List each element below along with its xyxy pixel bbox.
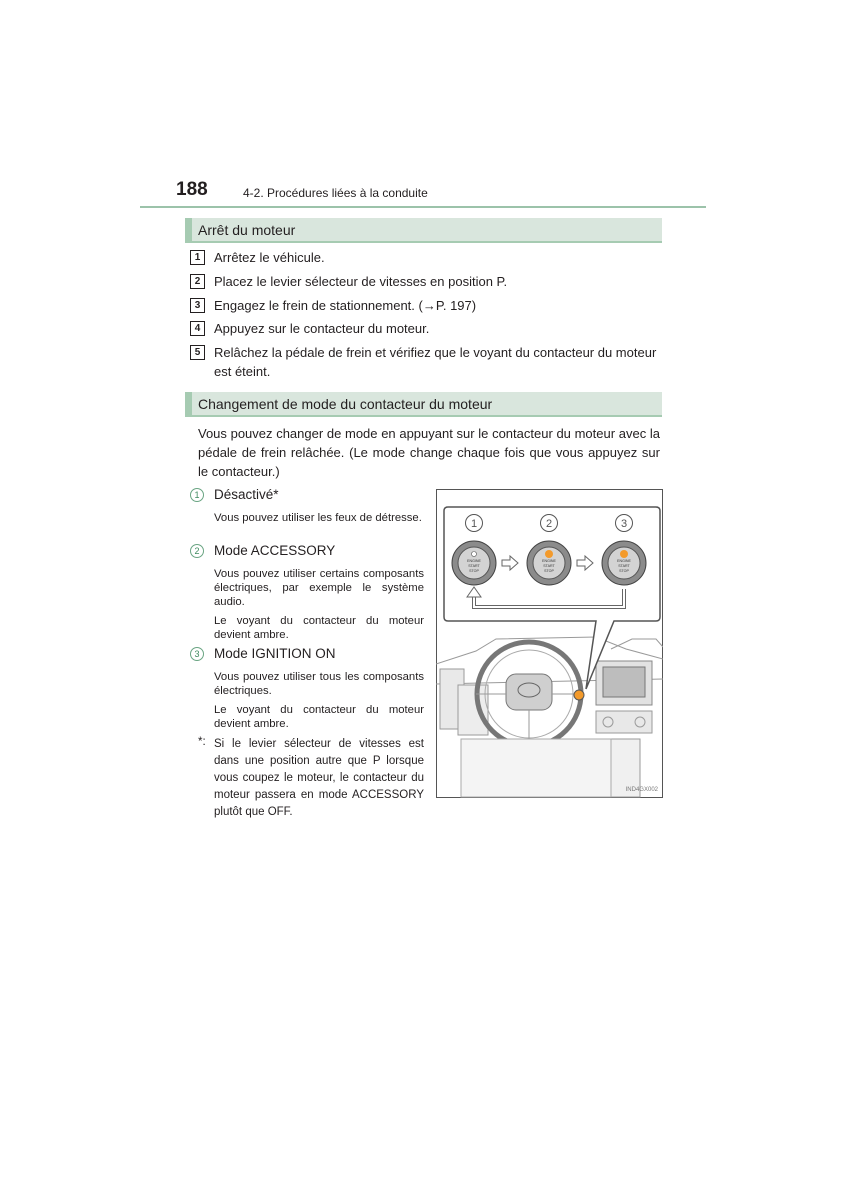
step-number: 3 [190, 298, 205, 313]
page-number: 188 [176, 179, 208, 200]
engine-switch-off [452, 541, 496, 585]
engine-switch-illustration [436, 489, 663, 798]
footnote-text: Si le levier sélecteur de vitesses est dans une position autre que P lorsque vous coupez le moteur, le contacteur du moteur passera en mode ACCESSORY plutôt que OFF. [214, 738, 424, 818]
mode-description: Vous pouvez utiliser les feux de détresse. [214, 512, 422, 524]
mode-number-icon: 3 [190, 647, 204, 661]
step-text: Arrêtez le véhicule. [214, 250, 325, 265]
svg-text:STOP: STOP [619, 569, 629, 573]
step-item [190, 343, 662, 383]
step-text: Placez le levier sélecteur de vitesses en position P. [214, 274, 508, 289]
svg-text:3: 3 [620, 518, 628, 530]
svg-text:ENGINE: ENGINE [467, 559, 481, 563]
engine-switch-ignition-on [602, 541, 646, 585]
header-rule [140, 206, 706, 208]
step-number: 4 [190, 321, 205, 336]
step-number: 1 [190, 250, 205, 265]
engine-switch-accessory [527, 541, 571, 585]
footnote-mark: *: [198, 736, 206, 748]
button-label-1 [466, 515, 483, 532]
mode-title: Mode ACCESSORY [214, 543, 336, 558]
step-item [190, 248, 662, 268]
mode-number-icon: 1 [190, 488, 204, 502]
step-number: 2 [190, 274, 205, 289]
svg-text:STOP: STOP [544, 569, 554, 573]
section-heading-mode-change: Changement de mode du contacteur du moteur [185, 392, 662, 417]
step-text: Appuyez sur le contacteur du moteur. [214, 321, 430, 336]
mode-description: Vous pouvez utiliser tous les composants électriques. [214, 671, 424, 697]
section-heading-engine-stop: Arrêt du moteur [185, 218, 662, 243]
step-number: 5 [190, 345, 205, 360]
svg-text:START: START [468, 564, 480, 568]
step-text: Engagez le frein de stationnement. (→P. 197) [214, 298, 477, 313]
mode-description: Vous pouvez utiliser certains composants électriques, par exemple le système audio. [214, 568, 424, 608]
svg-text:1: 1 [470, 518, 478, 530]
intro-paragraph: Vous pouvez changer de mode en appuyant sur le contacteur du moteur avec la pédale de frein relâchée. (Le mode change chaque fois que vous appuyez sur le contacteur.) [198, 426, 660, 479]
button-label-3 [616, 515, 633, 532]
engine-switch-location-icon [574, 690, 584, 700]
chapter-title: 4-2. Procédures liées à la conduite [243, 186, 428, 200]
svg-text:ENGINE: ENGINE [542, 559, 556, 563]
button-label-2 [541, 515, 558, 532]
svg-text:START: START [543, 564, 555, 568]
mode-description: Le voyant du contacteur du moteur devient ambre. [214, 704, 424, 730]
mode-number-icon: 2 [190, 544, 204, 558]
mode-title: Mode IGNITION ON [214, 646, 336, 661]
step-item [190, 272, 662, 292]
svg-text:2: 2 [545, 518, 553, 530]
step-item [190, 296, 662, 316]
mode-description: Le voyant du contacteur du moteur devient ambre. [214, 615, 424, 641]
illustration-code: IND4GX002 [625, 787, 658, 793]
step-text: Relâchez la pédale de frein et vérifiez que le voyant du contacteur du moteur est éteint. [214, 345, 657, 379]
svg-text:ENGINE: ENGINE [617, 559, 631, 563]
step-item [190, 319, 662, 339]
mode-title: Désactivé* [214, 487, 279, 502]
svg-text:STOP: STOP [469, 569, 479, 573]
svg-text:START: START [618, 564, 630, 568]
